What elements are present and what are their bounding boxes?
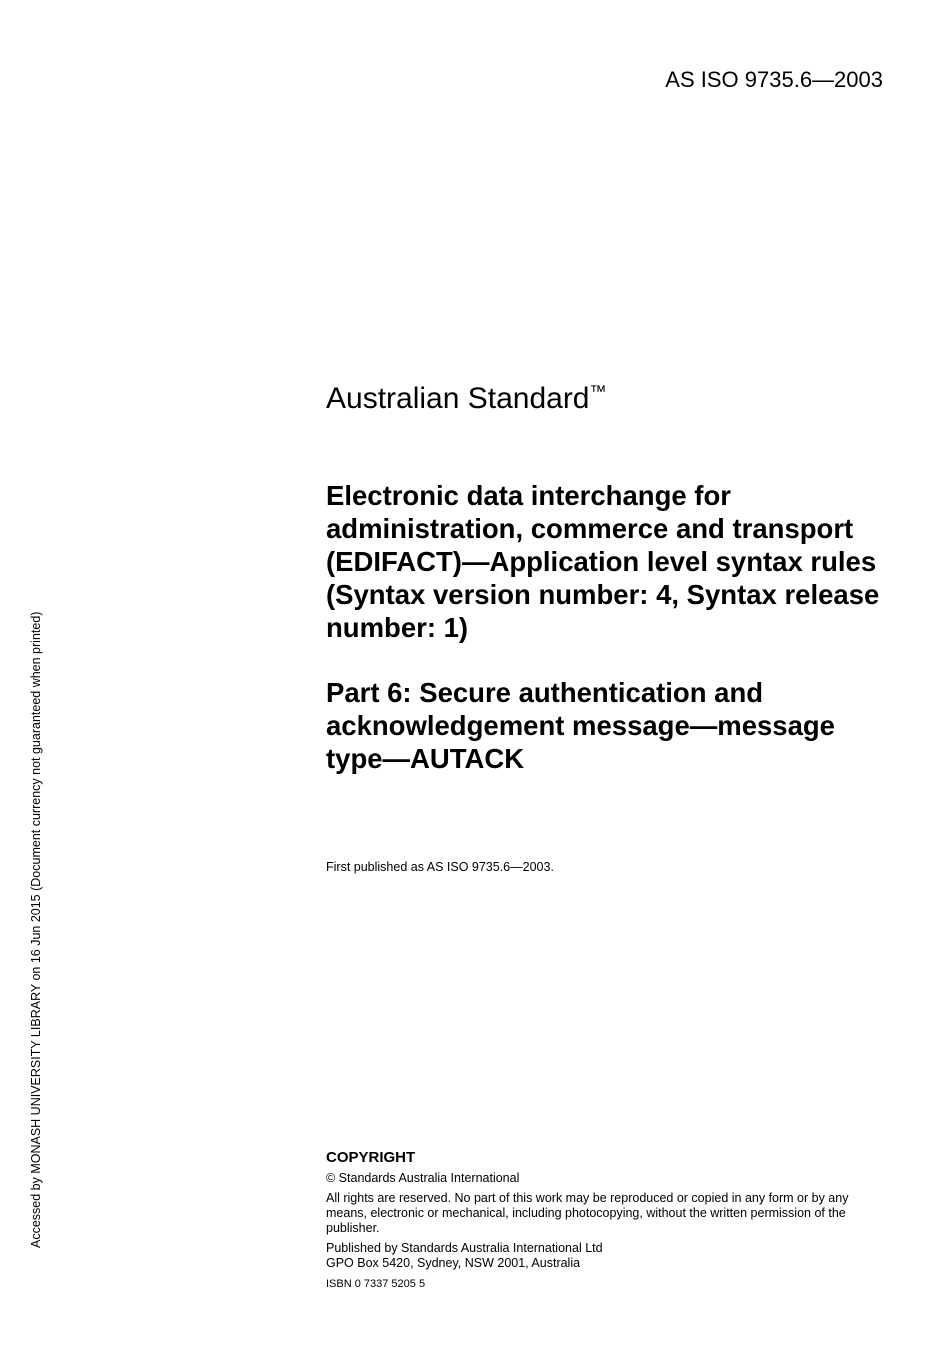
document-title: Electronic data interchange for administration, commerce and transport (EDIFACT)—Application level syntax rules (Syntax version number: 4, Syntax release number: 1)	[326, 480, 880, 643]
access-watermark-note: Accessed by MONASH UNIVERSITY LIBRARY on 16 Jun 2015 (Document currency not guaranteed when printed)	[29, 611, 43, 1248]
first-published-note: First published as AS ISO 9735.6—2003.	[326, 860, 554, 874]
standard-label	[326, 374, 886, 417]
document-number: AS ISO 9735.6—2003	[665, 67, 883, 92]
publisher-address: GPO Box 5420, Sydney, NSW 2001, Australia	[326, 1256, 581, 1270]
isbn: ISBN 0 7337 5205 5	[326, 1278, 426, 1290]
copyright-block	[326, 1149, 886, 1291]
rights-statement: All rights are reserved. No part of this work may be reproduced or copied in any form or by any means, electronic or mechanical, including photocopying, without the written permission of the publisher.	[326, 1191, 849, 1235]
copyright-holder: © Standards Australia International	[326, 1171, 520, 1185]
part-title: Part 6: Secure authentication and acknowledgement message—message type—AUTACK	[326, 677, 835, 774]
trademark-symbol: ™	[589, 382, 607, 401]
standard-label-text: Australian Standard	[326, 382, 590, 415]
publisher-name: Published by Standards Australia International Ltd	[326, 1241, 603, 1255]
copyright-heading: COPYRIGHT	[326, 1149, 416, 1166]
